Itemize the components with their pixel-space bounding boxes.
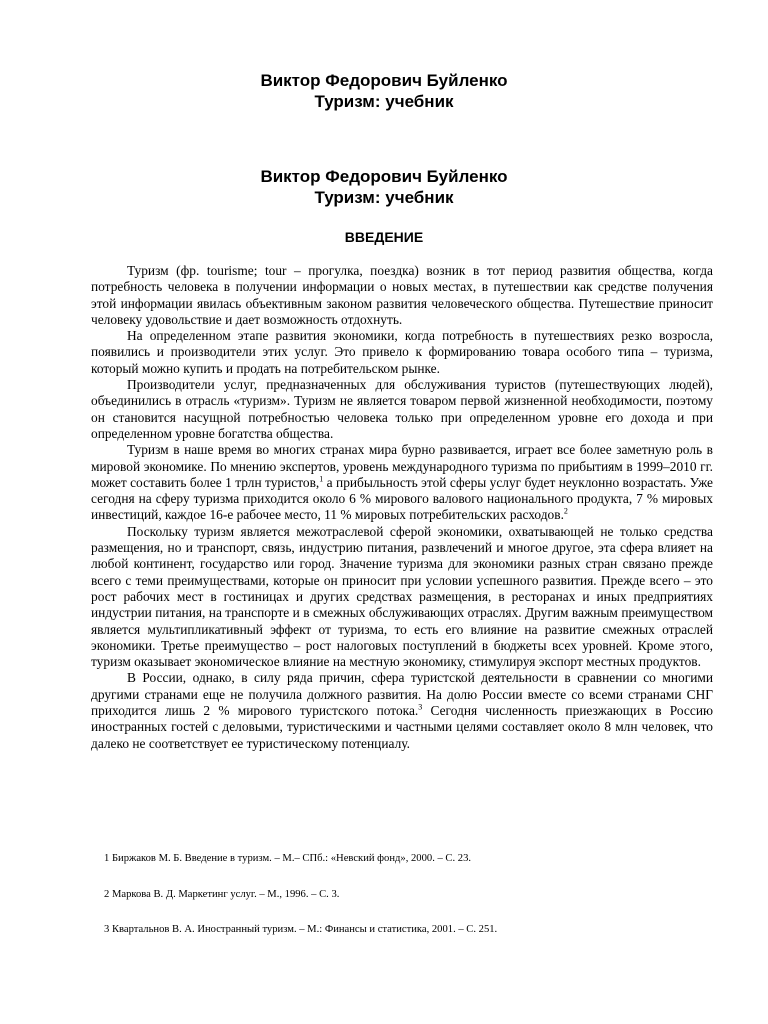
author-name: Виктор Федорович Буйленко	[260, 71, 508, 90]
book-title: Туризм: учебник	[314, 188, 454, 207]
section-heading: ВВЕДЕНИЕ	[344, 229, 424, 245]
paragraph-3: Производители услуг, предназначенных для обслуживания туристов (путешествующих людей), объединились в отрасль «туризм». Туризм не является товаром первой жизненной необходимости, поэтому он становится насущной потребностью человека только при определенном уровне его дохода и при определенном уровне богатства общества.	[91, 377, 713, 441]
footnote-1: 1 Биржаков М. Б. Введение в туризм. – М.– СПб.: «Невский фонд», 2000. – С. 23.	[104, 853, 472, 864]
footnote-ref-1[interactable]: 1	[319, 474, 324, 484]
footnote-ref-2[interactable]: 2	[563, 506, 568, 516]
paragraph-2: На определенном этапе развития экономики, когда потребность в путешествиях резко возросла, появились и производители этих услуг. Это привело к формированию товара особого типа – туризма, который можно купить и продать на потребительском рынке.	[91, 328, 713, 376]
footnote-ref-3[interactable]: 3	[418, 702, 423, 712]
footnote-2: 2 Маркова В. Д. Маркетинг услуг. – М., 1996. – С. 3.	[104, 889, 340, 900]
title-block-1	[0, 70, 768, 112]
paragraph-text: Сегодня численность приезжающих в Россию иностранных гостей с деловыми, туристическими и частными целями составляет около 8 млн человек, что далеко не соответствует ее туристическому потенциалу.	[91, 703, 713, 751]
author-name: Виктор Федорович Буйленко	[260, 167, 508, 186]
book-title: Туризм: учебник	[314, 92, 454, 111]
title-block-2	[0, 166, 768, 208]
body-text	[91, 263, 713, 752]
paragraph-4	[91, 442, 713, 523]
paragraph-text: В России, однако, в силу ряда причин, сфера туристской деятельности в сравнении со многими другими странами еще не получила должного развития. На долю России вместе со всеми странами СНГ приходится лишь 2 % мирового туристского потока.	[91, 670, 713, 719]
paragraph-6	[91, 670, 713, 751]
paragraph-text: а прибыльность этой сферы услуг будет неуклонно возрастать. Уже сегодня на сферу туризма приходится около 6 % мирового валового национального продукта, 7 % мировых инвестиций, каждое 16-е рабочее место, 11 % мировых потребительских расходов.	[91, 474, 713, 523]
paragraph-5: Поскольку туризм является межотраслевой сферой экономики, охватывающей не только средства размещения, но и транспорт, связь, индустрию питания, развлечений и многое другое, эта сфера влияет на любой континент, государство или город. Значение туризма для экономики разных стран связано прежде всего с теми преимуществами, которые он приносит при условии успешного развития. Прежде всего – это рост рабочих мест в гостиницах и других средствах размещения, в ресторанах и иных предприятиях индустрии питания, на транспорте и в смежных обслуживающих отраслях. Другим важным преимуществом является мультипликативный эффект от туризма, то есть его влияние на развитие смежных отраслей экономики. Третье преимущество – рост налоговых поступлений в бюджеты всех уровней. Кроме этого, туризм оказывает экономическое влияние на местную экономику, стимулируя экспорт местных продуктов.	[91, 523, 713, 670]
paragraph-1: Туризм (фр. tourisme; tour – прогулка, поездка) возник в тот период развития общества, когда потребность человека в получении информации о новых местах, в путешествии как средстве получения этой информации явилась объективным законом развития человеческого общества. Путешествие приносит человеку удовольствие и дает возможность отдохнуть.	[91, 263, 713, 327]
footnote-3: 3 Квартальнов В. А. Иностранный туризм. – М.: Финансы и статистика, 2001. – С. 251.	[104, 924, 498, 935]
paragraph-text: Туризм в наше время во многих странах мира бурно развивается, играет все более заметную роль в мировой экономике. По мнению экспертов, уровень международного туризма по прибытиям в 1999–2010 гг. может составить более 1 трлн туристов,	[91, 442, 713, 490]
